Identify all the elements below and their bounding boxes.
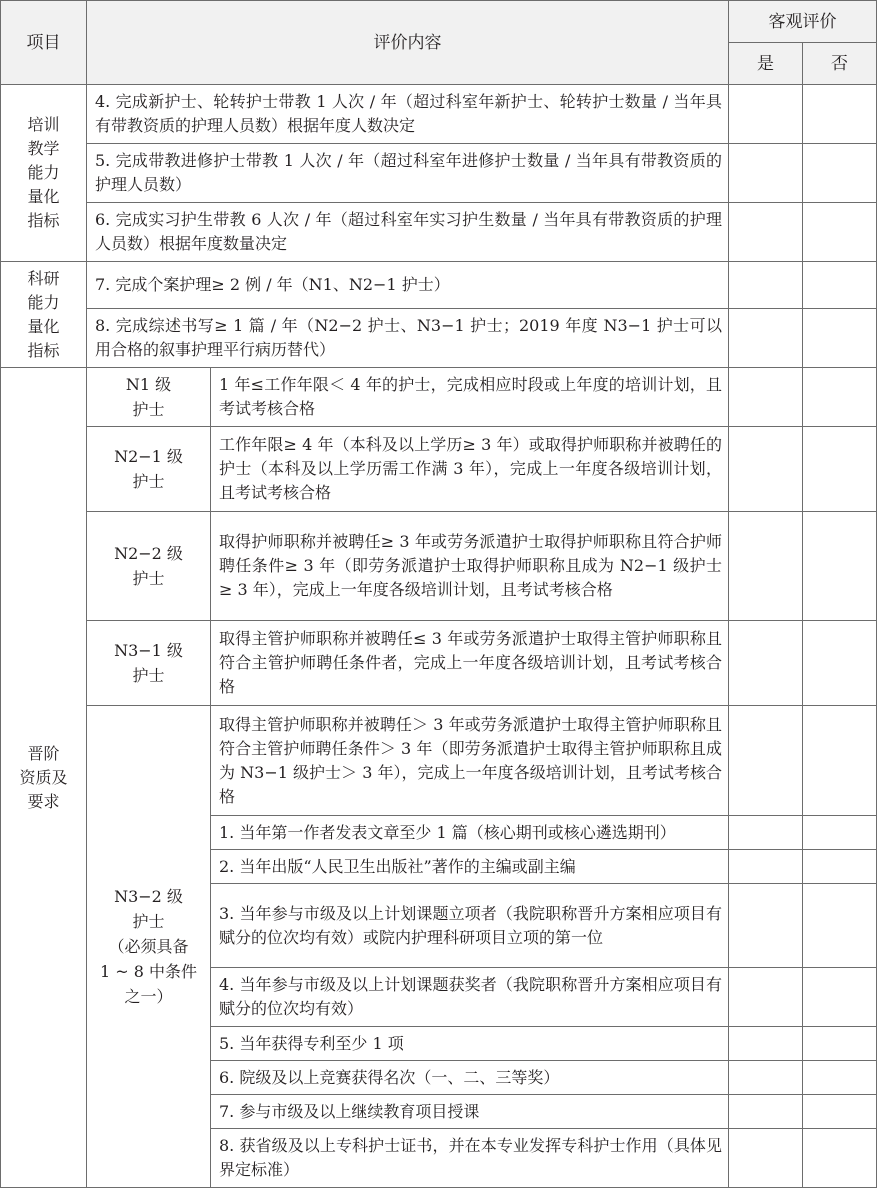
header-no: 否 — [803, 43, 877, 85]
check-yes-cell[interactable] — [729, 706, 803, 816]
level-n3-1-desc: 取得主管护师职称并被聘任≤ 3 年或劳务派遣护士取得主管护师职称且符合主管护师聘任条件者，完成上一年度各级培训计划，且考试考核合格 — [211, 621, 729, 706]
n3-2-condition-2: 2. 当年出版“人民卫生出版社”著作的主编或副主编 — [211, 850, 729, 884]
category-line: 培训 — [27, 115, 60, 134]
check-no-cell[interactable] — [803, 968, 877, 1027]
header-objective-evaluation: 客观评价 — [729, 1, 877, 43]
check-no-cell[interactable] — [803, 884, 877, 968]
check-no-cell[interactable] — [803, 85, 877, 144]
n3-2-condition-6: 6. 院级及以上竞赛获得名次（一、二、三等奖） — [211, 1061, 729, 1095]
n3-2-condition-7: 7. 参与市级及以上继续教育项目授课 — [211, 1095, 729, 1129]
check-no-cell[interactable] — [803, 144, 877, 203]
check-no-cell[interactable] — [803, 262, 877, 309]
check-no-cell[interactable] — [803, 816, 877, 850]
check-yes-cell[interactable] — [729, 816, 803, 850]
level-line: （必须具备 — [108, 937, 189, 956]
check-yes-cell[interactable] — [729, 850, 803, 884]
n3-2-condition-8: 8. 获省级及以上专科护士证书，并在本专业发挥专科护士作用（具体见界定标准） — [211, 1129, 729, 1188]
check-no-cell[interactable] — [803, 706, 877, 816]
check-yes-cell[interactable] — [729, 203, 803, 262]
training-item-6: 6. 完成实习护生带教 6 人次 / 年（超过科室年实习护生数量 / 当年具有带教资质的护理人员数）根据年度数量决定 — [87, 203, 729, 262]
check-no-cell[interactable] — [803, 1095, 877, 1129]
category-line: 指标 — [27, 211, 60, 230]
check-yes-cell[interactable] — [729, 968, 803, 1027]
level-n3-1 — [87, 621, 211, 706]
category-promotion — [1, 368, 87, 1188]
level-line: N1 级 — [125, 375, 172, 394]
level-n3-2-desc: 取得主管护师职称并被聘任＞ 3 年或劳务派遣护士取得主管护师职称且符合主管护师聘任条件＞ 3 年（即劳务派遣护士取得主管护师职称且成为 N3−1 级护士＞ 3 年），完成上一年度各级培训计划，且考试考核合格 — [211, 706, 729, 816]
level-line: 护士 — [132, 400, 165, 419]
check-yes-cell[interactable] — [729, 368, 803, 427]
level-n1-desc: 1 年≤工作年限＜ 4 年的护士，完成相应时段或上年度的培训计划，且考试考核合格 — [211, 368, 729, 427]
check-no-cell[interactable] — [803, 621, 877, 706]
level-n2-1-desc: 工作年限≥ 4 年（本科及以上学历≥ 3 年）或取得护师职称并被聘任的护士（本科及以上学历需工作满 3 年），完成上一年度各级培训计划，且考试考核合格 — [211, 427, 729, 512]
check-no-cell[interactable] — [803, 1061, 877, 1095]
n3-2-condition-5: 5. 当年获得专利至少 1 项 — [211, 1027, 729, 1061]
level-line: N2−1 级 — [114, 447, 183, 466]
check-yes-cell[interactable] — [729, 512, 803, 621]
category-line: 资质及 — [19, 767, 68, 787]
check-yes-cell[interactable] — [729, 262, 803, 309]
category-line: 教学 — [27, 139, 60, 158]
check-no-cell[interactable] — [803, 1027, 877, 1061]
level-n3-2 — [87, 706, 211, 1188]
level-n2-2-desc: 取得护师职称并被聘任≥ 3 年或劳务派遣护士取得护师职称且符合护师聘任条件≥ 3 年（即劳务派遣护士取得护师职称且成为 N2−1 级护士≥ 3 年），完成上一年度各级培训计划，且考试考核合格 — [211, 512, 729, 621]
level-line: N2−2 级 — [114, 544, 183, 563]
research-item-8: 8. 完成综述书写≥ 1 篇 / 年（N2−2 护士、N3−1 护士；2019 年度 N3−1 护士可以用合格的叙事护理平行病历替代） — [87, 309, 729, 368]
header-project: 项目 — [1, 1, 87, 85]
level-n2-1 — [87, 427, 211, 512]
n3-2-condition-4: 4. 当年参与市级及以上计划课题获奖者（我院职称晋升方案相应项目有赋分的位次均有效） — [211, 968, 729, 1027]
check-no-cell[interactable] — [803, 427, 877, 512]
check-yes-cell[interactable] — [729, 309, 803, 368]
category-training — [1, 85, 87, 262]
category-line: 指标 — [27, 340, 60, 360]
category-line: 量化 — [27, 316, 60, 336]
level-line: 之一） — [124, 987, 173, 1006]
check-no-cell[interactable] — [803, 368, 877, 427]
level-line: N3−1 级 — [114, 641, 183, 660]
category-line: 量化 — [27, 187, 60, 206]
check-no-cell[interactable] — [803, 512, 877, 621]
category-line: 能力 — [27, 163, 60, 182]
training-item-5: 5. 完成带教进修护士带教 1 人次 / 年（超过科室年进修护士数量 / 当年具有带教资质的护理人员数） — [87, 144, 729, 203]
level-n2-2 — [87, 512, 211, 621]
check-no-cell[interactable] — [803, 203, 877, 262]
check-yes-cell[interactable] — [729, 85, 803, 144]
category-line: 晋阶 — [27, 743, 60, 763]
check-no-cell[interactable] — [803, 309, 877, 368]
category-line: 能力 — [27, 292, 60, 312]
level-line: 护士 — [132, 666, 165, 685]
level-line: 1 ~ 8 中条件 — [99, 962, 198, 981]
check-yes-cell[interactable] — [729, 1061, 803, 1095]
check-yes-cell[interactable] — [729, 1129, 803, 1188]
check-yes-cell[interactable] — [729, 144, 803, 203]
category-research — [1, 262, 87, 368]
check-yes-cell[interactable] — [729, 884, 803, 968]
check-no-cell[interactable] — [803, 1129, 877, 1188]
level-n1 — [87, 368, 211, 427]
level-line: 护士 — [132, 472, 165, 491]
header-yes: 是 — [729, 43, 803, 85]
check-yes-cell[interactable] — [729, 621, 803, 706]
category-line: 要求 — [27, 791, 60, 811]
check-yes-cell[interactable] — [729, 1095, 803, 1129]
n3-2-condition-1: 1. 当年第一作者发表文章至少 1 篇（核心期刊或核心遴选期刊） — [211, 816, 729, 850]
check-yes-cell[interactable] — [729, 427, 803, 512]
research-item-7: 7. 完成个案护理≥ 2 例 / 年（N1、N2−1 护士） — [87, 262, 729, 309]
category-line: 科研 — [27, 268, 60, 288]
n3-2-condition-3: 3. 当年参与市级及以上计划课题立项者（我院职称晋升方案相应项目有赋分的位次均有效）或院内护理科研项目立项的第一位 — [211, 884, 729, 968]
level-line: 护士 — [132, 912, 165, 931]
level-line: N3−2 级 — [114, 887, 183, 906]
check-yes-cell[interactable] — [729, 1027, 803, 1061]
header-content: 评价内容 — [87, 1, 729, 85]
level-line: 护士 — [132, 569, 165, 588]
check-no-cell[interactable] — [803, 850, 877, 884]
training-item-4: 4. 完成新护士、轮转护士带教 1 人次 / 年（超过科室年新护士、轮转护士数量 / 当年具有带教资质的护理人员数）根据年度人数决定 — [87, 85, 729, 144]
